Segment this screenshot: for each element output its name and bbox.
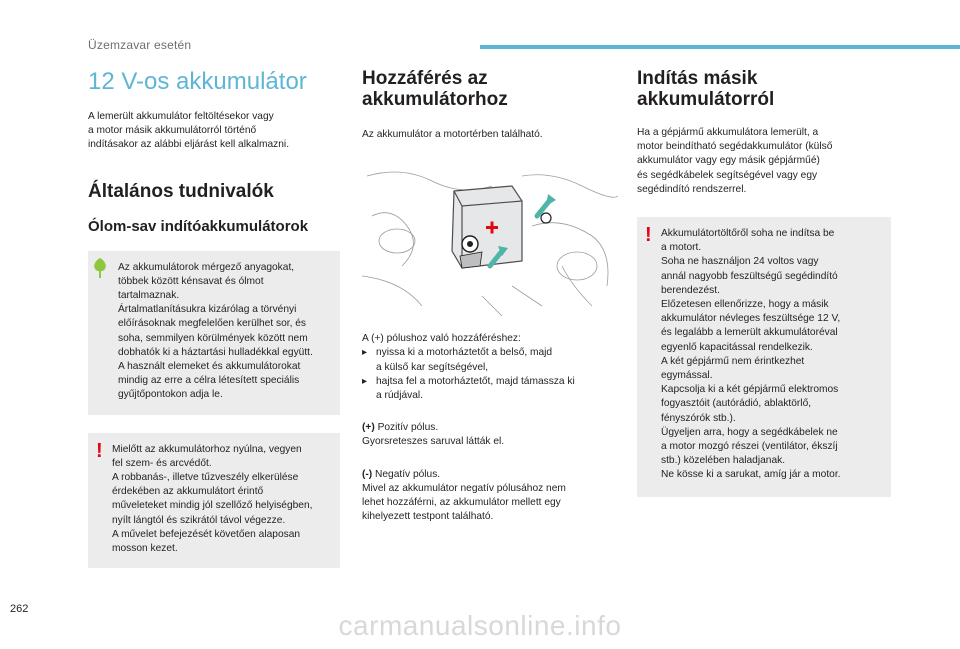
column-jump-start	[637, 60, 891, 497]
jump-start-heading: Indítás másik akkumulátorról	[637, 68, 775, 110]
positive-terminal-text: Pozitív pólus. Gyorsreteszes saruval látták el.	[362, 422, 505, 448]
positive-terminal-note	[362, 421, 618, 449]
negative-terminal-text: Negatív pólus. Mivel az akkumulátor negatív pólusához nem lehet hozzáférni, az akkumulátor mellett egy kihelyezett testpont található.	[362, 468, 566, 523]
column-access	[362, 60, 618, 524]
access-step-1: ▸ nyissa ki a motorháztetőt a belső, majd a külső kar segítségével,	[362, 346, 618, 374]
jump-start-warning-text: Akkumulátortöltőről soha ne indítsa be a motort. Soha ne használjon 24 voltos vagy annál nagyobb feszültségű segédindító berendezést. Előzetesen ellenőrizze, hogy a másik akkumulátor névleges feszültsége 12 V, és legalább a lemerült akkumulátoréval egyenlő kapacitással rendelkezik. A két gépjármű nem érintkezhet egymással. Kapcsolja ki a két gépjármű elektromos fogyasztóit (autórádió, ablaktörlő, fényszórók stb.). Ügyeljen arra, hogy a segédkábelek ne a motor mozgó részei (ventilátor, ékszíj stb.) közelében haladjanak. Ne kösse ki a sarukat, amíg jár a motor.	[661, 228, 841, 481]
access-steps	[362, 346, 618, 403]
engine-bay-illustration	[362, 156, 618, 316]
intro-text: A lemerült akkumulátor feltöltésekor vagy a motor másik akkumulátorról történő indításakor az alábbi eljárást kell alkalmazni.	[88, 111, 290, 151]
warning-icon: !	[645, 224, 652, 247]
access-step-2: ▸ hajtsa fel a motorháztetőt, majd támassza ki a rúdjával.	[362, 375, 618, 403]
section-label: Üzemzavar esetén	[88, 38, 192, 52]
eco-note-text: Az akkumulátorok mérgező anyagokat, többek között kénsavat és ólmot tartalmaznak. Ártalmatlanításukra kizárólag a törvényi előírásoknak megfelelően kerülhet sor, és soha, semmilyen körülmények között nem dobhatók ki a háztartási hulladékkal együtt. A használt elemeket és akkumulátorokat mindig az erre a célra létesített speciális gyűjtőpontokon adja le.	[118, 261, 313, 401]
access-heading: Hozzáférés az akkumulátorhoz	[362, 68, 508, 110]
access-intro: Az akkumulátor a motortérben található.	[362, 129, 543, 140]
column-general	[88, 60, 340, 568]
page-number: 262	[10, 603, 29, 615]
page-title: 12 V-os akkumulátor	[88, 68, 307, 95]
general-heading: Általános tudnivalók	[88, 180, 274, 202]
terminal-access-intro: A (+) pólushoz való hozzáféréshez:	[362, 333, 521, 345]
header-accent-bar	[480, 45, 960, 49]
warning-note-box	[88, 433, 340, 569]
negative-terminal-note	[362, 468, 618, 525]
negative-terminal-label: (-)	[362, 468, 373, 480]
warning-icon: !	[96, 439, 103, 462]
jump-start-intro: Ha a gépjármű akkumulátora lemerült, a motor beindítható segédakkumulátor (külső akkumulátor vagy egy másik gépjárműé) és segédkábelek segítségével vagy egy segédindító rendszerrel.	[637, 127, 833, 195]
eco-recycle-icon	[92, 257, 108, 279]
watermark: carmanualsonline.info	[338, 610, 622, 641]
jump-start-warning-box	[637, 217, 891, 497]
positive-terminal-label: (+)	[362, 422, 375, 434]
lead-acid-heading: Ólom-sav indítóakkumulátorok	[88, 217, 309, 235]
warning-note-text: Mielőtt az akkumulátorhoz nyúlna, vegyen fel szem- és arcvédőt. A robbanás-, illetve tűzveszély elkerülése érdekében az akkumulátort érintő műveleteket mindig jól szellőző helyiségben, nyílt lángtól és szikrától távol végezze. A művelet befejezését követően alaposan mosson kezet.	[112, 443, 313, 555]
eco-note-box	[88, 251, 340, 415]
